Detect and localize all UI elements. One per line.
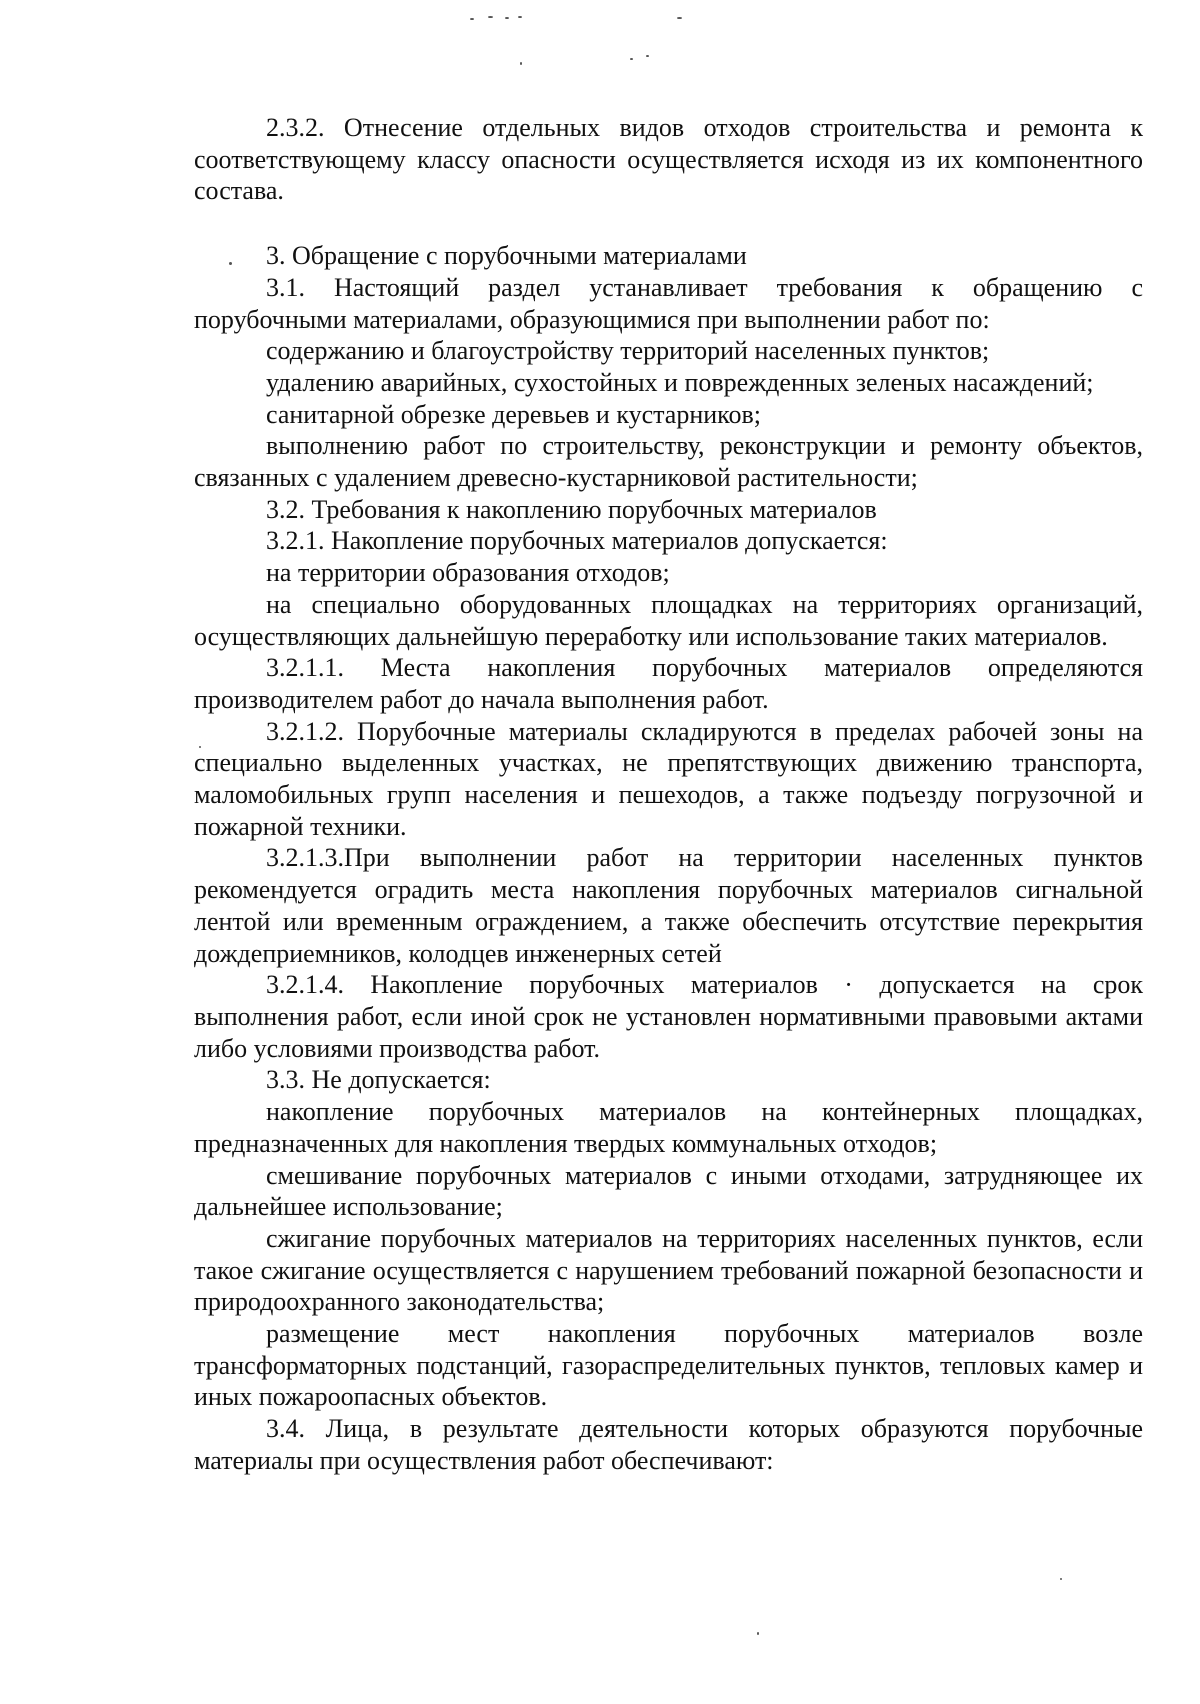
paragraph-3-2-1: 3.2.1. Накопление порубочных материалов допускается: bbox=[266, 526, 888, 556]
scan-artifact bbox=[630, 58, 633, 60]
list-item: выполнению работ по строительству, реконструкции и ремонту объектов, связанных с удалением древесно-кустарниковой растительности; bbox=[194, 431, 1143, 493]
scan-artifact bbox=[470, 18, 474, 20]
paragraph-3-4: 3.4. Лица, в результате деятельности которых образуются порубочные материалы при осуществления работ обеспечивают: bbox=[194, 1414, 1143, 1475]
scan-artifact bbox=[520, 62, 522, 65]
scan-artifact bbox=[757, 1632, 759, 1635]
paragraph-3-1: 3.1. Настоящий раздел устанавливает требования к обращению с порубочными материалами, образующимися при выполнении работ по: bbox=[194, 272, 1143, 334]
section-heading-3: 3. Обращение с порубочными материалами bbox=[266, 241, 747, 271]
list-item: санитарной обрезке деревьев и кустарников; bbox=[266, 399, 761, 429]
paragraph-2-3-2: 2.3.2. Отнесение отдельных видов отходов строительства и ремонта к соответствующему классу опасности осуществляется исходя из их компонентного состава. bbox=[194, 113, 1143, 206]
paragraph-3-2-1-2: 3.2.1.2. Порубочные материалы складируются в пределах рабочей зоны на специально выделенных участках, не препятствующих движению транспорта, маломобильных групп населения и пешеходов, а также подъезду погрузочной и пожарной техники. bbox=[194, 716, 1143, 841]
document-body bbox=[194, 112, 1143, 1477]
list-item: удалению аварийных, сухостойных и поврежденных зеленых насаждений; bbox=[266, 367, 1094, 397]
list-item: на специально оборудованных площадках на территориях организаций, осуществляющих дальнейшую переработку или использование таких материалов. bbox=[194, 589, 1143, 651]
scan-artifact bbox=[677, 17, 682, 19]
list-item: накопление порубочных материалов на контейнерных площадках, предназначенных для накопления твердых коммунальных отходов; bbox=[194, 1097, 1143, 1158]
paragraph-3-2: 3.2. Требования к накоплению порубочных материалов bbox=[266, 494, 877, 524]
paragraph-3-3: 3.3. Не допускается: bbox=[266, 1065, 491, 1095]
scan-artifact bbox=[488, 16, 493, 18]
list-item: смешивание порубочных материалов с иными отходами, затрудняющее их дальнейшее использование; bbox=[194, 1160, 1143, 1222]
list-item: сжигание порубочных материалов на территориях населенных пунктов, если такое сжигание осуществляется с нарушением требований пожарной безопасности и природоохранного законодательства; bbox=[194, 1223, 1143, 1317]
list-item: содержанию и благоустройству территорий населенных пунктов; bbox=[266, 336, 990, 366]
paragraph-3-2-1-4: 3.2.1.4. Накопление порубочных материалов · допускается на срок выполнения работ, если иной срок не установлен нормативными правовыми актами либо условиями производства работ. bbox=[194, 970, 1143, 1063]
scan-artifact bbox=[518, 16, 522, 18]
scan-artifact bbox=[1060, 1578, 1062, 1580]
list-item: на территории образования отходов; bbox=[266, 558, 670, 588]
scan-artifact bbox=[505, 17, 509, 19]
scan-artifact bbox=[646, 55, 649, 57]
list-item: размещение мест накопления порубочных материалов возле трансформаторных подстанций, газораспределительных пунктов, тепловых камер и иных пожароопасных объектов. bbox=[194, 1319, 1143, 1412]
paragraph-3-2-1-3: 3.2.1.3.При выполнении работ на территории населенных пунктов рекомендуется оградить места накопления порубочных материалов сигнальной лентой или временным ограждением, а также обеспечить отсутствие перекрытия дождеприемников, колодцев инженерных сетей bbox=[194, 843, 1143, 968]
paragraph-3-2-1-1: 3.2.1.1. Места накопления порубочных материалов определяются производителем работ до начала выполнения работ. bbox=[194, 653, 1143, 714]
